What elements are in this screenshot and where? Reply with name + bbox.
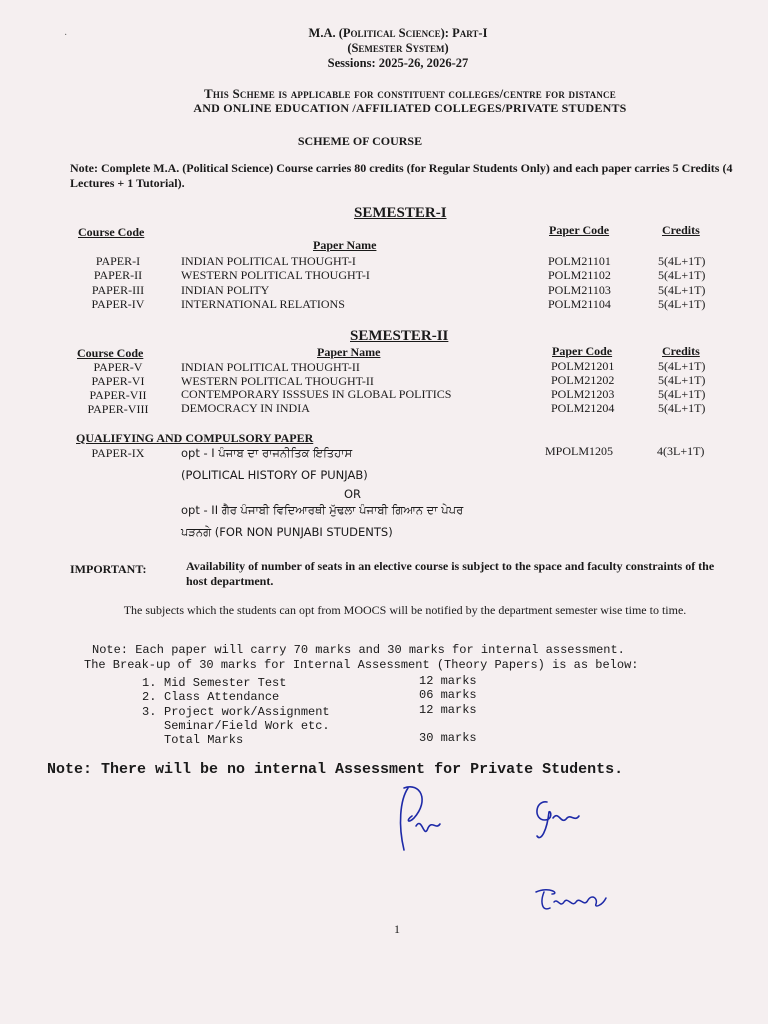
table-row-name: INDIAN POLITICAL THOUGHT-II — [181, 360, 360, 374]
document-header — [0, 26, 768, 71]
qualifying-credits: 4(3L+1T) — [657, 444, 705, 458]
qualifying-option-2-line-1: opt - II ਗੈਰ ਪੰਜਾਬੀ ਵਿਦਿਆਰਥੀ ਮੁੱਢਲਾ ਪੰਜਾਬੀ ਗਿਆਨ ਦਾ ਪੇਪਰ — [181, 503, 464, 517]
table-row-credits: 5(4L+1T) — [658, 359, 706, 373]
table-row-code: PAPER-V — [93, 360, 143, 374]
scheme-title: SCHEME OF COURSE — [297, 134, 423, 148]
header-program-line: M.A. (Political Science): Part-I — [308, 26, 488, 40]
assessment-item-num: 3. — [142, 705, 157, 719]
assessment-item-num: 1. — [142, 676, 157, 690]
table-row-credits: 5(4L+1T) — [658, 401, 706, 415]
table-row-code: PAPER-III — [91, 283, 145, 297]
assessment-total-marks: 30 marks — [419, 731, 477, 745]
table-row-name: WESTERN POLITICAL THOUGHT-I — [181, 268, 370, 282]
assessment-item-label: Mid Semester Test — [164, 676, 287, 690]
header-sessions-line: Sessions: 2025-26, 2026-27 — [327, 56, 469, 70]
assessment-note-line-2: The Break-up of 30 marks for Internal Assessment (Theory Papers) is as below: — [84, 658, 639, 672]
table-row-name: DEMOCRACY IN INDIA — [181, 401, 310, 415]
signature-2 — [525, 790, 585, 850]
signature-3 — [530, 880, 620, 920]
sem1-paper-code-header: Paper Code — [549, 223, 610, 237]
table-row-code: PAPER-VIII — [87, 402, 149, 416]
assessment-item-num: 2. — [142, 690, 157, 704]
qualifying-paper-code: PAPER-IX — [91, 446, 145, 460]
table-row-paper-code: POLM21203 — [551, 387, 615, 401]
signature-1 — [390, 780, 450, 860]
table-row-paper-code: POLM21202 — [551, 373, 615, 387]
table-row-paper-code: POLM21104 — [548, 297, 611, 311]
table-row-code: PAPER-VII — [89, 388, 147, 402]
assessment-total-label: Total Marks — [164, 733, 244, 747]
assessment-item-label: Project work/Assignment — [164, 705, 330, 719]
table-row-paper-code: POLM21204 — [551, 401, 615, 415]
sem2-credits-header: Credits — [662, 344, 700, 358]
applicability-heading — [0, 86, 768, 116]
semester-2-title: SEMESTER-II — [350, 328, 449, 344]
sem2-course-code-header: Course Code — [77, 346, 144, 360]
qualifying-option-1-english: (POLITICAL HISTORY OF PUNJAB) — [181, 468, 368, 482]
table-row-name: INTERNATIONAL RELATIONS — [181, 297, 345, 311]
private-students-note: Note: There will be no internal Assessment for Private Students. — [47, 761, 624, 778]
semester-1-title: SEMESTER-I — [354, 205, 447, 221]
page-number: 1 — [394, 922, 400, 936]
qualifying-option-2-line-2: ਪੜਨਗੇ (FOR NON PUNJABI STUDENTS) — [181, 525, 393, 539]
table-row-paper-code: POLM21102 — [548, 268, 611, 282]
table-row-code: PAPER-IV — [91, 297, 145, 311]
applicability-line-1: This Scheme is applicable for constituent colleges/centre for distance — [204, 86, 616, 101]
table-row-credits: 5(4L+1T) — [658, 283, 706, 297]
header-system-line: (Semester System) — [347, 41, 449, 55]
table-row-credits: 5(4L+1T) — [658, 387, 706, 401]
table-row-paper-code: POLM21103 — [548, 283, 611, 297]
qualifying-paper-title: QUALIFYING AND COMPULSORY PAPER — [76, 431, 314, 445]
table-row-credits: 5(4L+1T) — [658, 254, 706, 268]
scan-mark: · — [64, 30, 68, 41]
important-text: Availability of number of seats in an elective course is subject to the space and faculty constraints of the host department. — [186, 559, 715, 588]
qualifying-or: OR — [344, 487, 362, 501]
sem2-paper-name-header: Paper Name — [317, 345, 381, 359]
table-row-name: INDIAN POLITY — [181, 283, 270, 297]
qualifying-paper-number: MPOLM1205 — [545, 444, 614, 458]
qualifying-option-1: opt - I ਪੰਜਾਬ ਦਾ ਰਾਜਨੀਤਿਕ ਇਤਿਹਾਸ — [181, 446, 353, 460]
sem1-course-code-header: Course Code — [78, 225, 145, 239]
sem1-credits-header: Credits — [662, 223, 700, 237]
assessment-item-marks: 12 marks — [419, 674, 477, 688]
table-row-name: WESTERN POLITICAL THOUGHT-II — [181, 374, 374, 388]
important-label: IMPORTANT: — [70, 562, 147, 576]
assessment-item-label: Class Attendance — [164, 690, 280, 704]
assessment-item-marks: 12 marks — [419, 703, 477, 717]
applicability-line-2: AND ONLINE EDUCATION /AFFILIATED COLLEGES/PRIVATE STUDENTS — [193, 101, 627, 115]
table-row-code: PAPER-II — [93, 268, 143, 282]
sem1-paper-name-header: Paper Name — [313, 238, 377, 252]
assessment-note-line-1: Note: Each paper will carry 70 marks and 30 marks for internal assessment. — [92, 643, 625, 657]
table-row-credits: 5(4L+1T) — [658, 268, 706, 282]
sem2-paper-code-header: Paper Code — [552, 344, 613, 358]
assessment-item-continuation: Seminar/Field Work etc. — [164, 719, 330, 733]
table-row-name: CONTEMPORARY ISSSUES IN GLOBAL POLITICS — [181, 387, 452, 401]
credits-note: Note: Complete M.A. (Political Science) Course carries 80 credits (for Regular Students Only) and each paper carries 5 Credits (4 Lectures + 1 Tutorial). — [70, 161, 733, 190]
table-row-name: INDIAN POLITICAL THOUGHT-I — [181, 254, 356, 268]
table-row-code: PAPER-VI — [91, 374, 145, 388]
table-row-credits: 5(4L+1T) — [658, 373, 706, 387]
table-row-paper-code: POLM21101 — [548, 254, 611, 268]
moocs-note: The subjects which the students can opt from MOOCS will be notified by the department semester wise time to time. — [123, 603, 687, 617]
table-row-credits: 5(4L+1T) — [658, 297, 706, 311]
table-row-paper-code: POLM21201 — [551, 359, 615, 373]
table-row-code: PAPER-I — [95, 254, 141, 268]
assessment-item-marks: 06 marks — [419, 688, 477, 702]
